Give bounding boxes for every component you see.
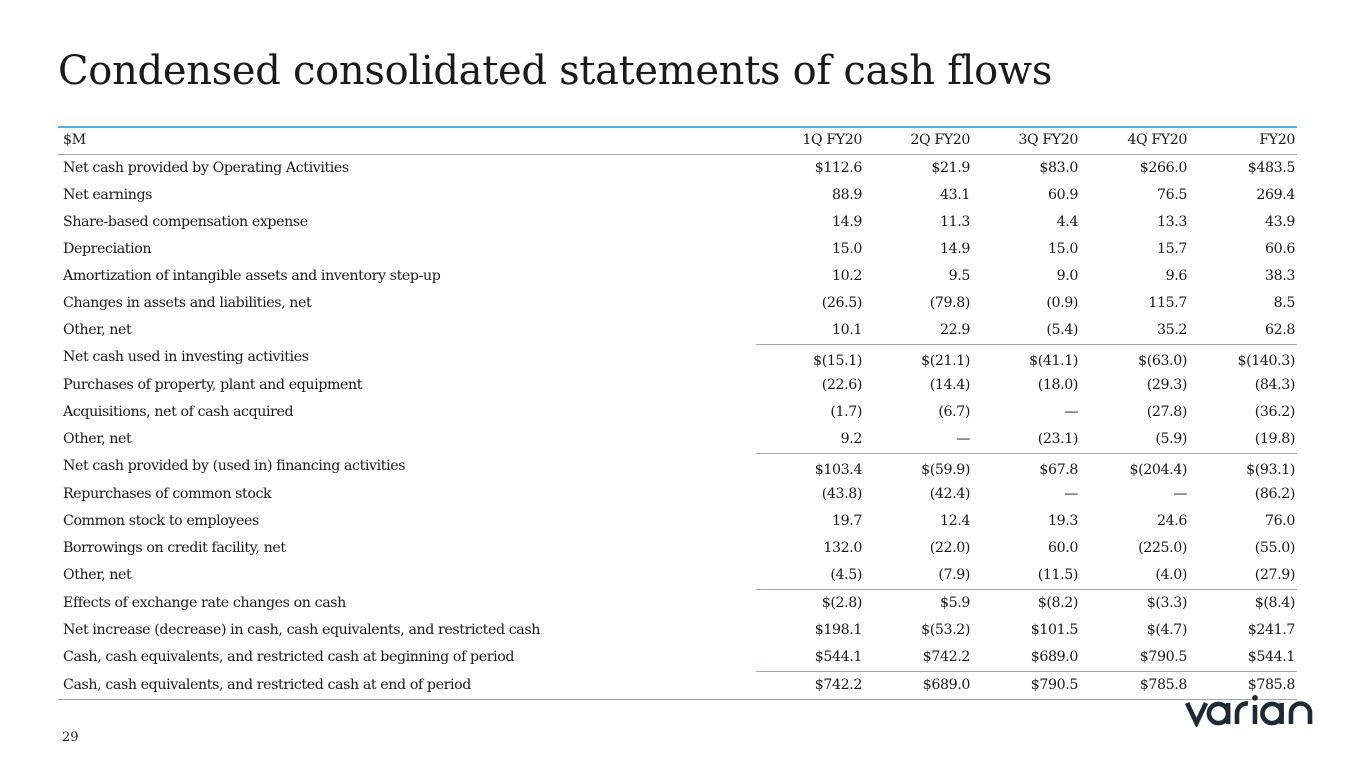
row-value: $(4.7) [1146,622,1187,638]
row-value: $5.9 [940,595,970,611]
row-value: $544.1 [756,644,864,672]
row-value: $67.8 [1039,462,1078,478]
row-value: $483.5 [1247,160,1295,176]
row-value: 19.7 [832,513,862,529]
table-row [58,426,1297,454]
column-header-4q: 4Q FY20 [1080,127,1189,155]
table-row [58,508,1297,535]
row-value: $689.0 [864,672,972,700]
row-value: (11.5) [972,562,1080,590]
row-value: (225.0) [1138,540,1187,556]
row-value: 43.1 [940,187,970,203]
row-value: $(15.1) [813,353,862,369]
row-value: — [1173,486,1187,502]
row-value: 19.3 [1048,513,1078,529]
table-row [58,263,1297,290]
row-label: Net cash provided by (used in) financing activities [63,457,406,474]
row-value: (4.5) [756,562,864,590]
row-label: Other, net [63,431,132,448]
row-value: $112.6 [814,160,862,176]
table-row [58,562,1297,590]
row-value: 8.5 [1273,295,1295,311]
row-value: $742.2 [864,644,972,672]
row-value: (0.9) [1046,295,1078,311]
row-value: (43.8) [821,486,862,502]
cash-flow-table [58,127,1297,700]
row-value: 10.1 [756,317,864,345]
row-label: Net earnings [63,187,153,203]
row-label: Other, net [63,322,132,339]
table-row [58,209,1297,236]
row-value: 9.0 [1056,268,1078,284]
row-value: $742.2 [756,672,864,700]
row-value: 14.9 [940,241,970,257]
row-value: (84.3) [1254,377,1295,393]
column-header-label: $M [58,127,756,155]
row-value: $(204.4) [1129,462,1187,478]
row-value: 132.0 [823,540,862,556]
row-value: $266.0 [1139,160,1187,176]
row-value: 11.3 [940,214,970,230]
row-value: (22.0) [929,540,970,556]
row-value: 15.7 [1157,241,1187,257]
row-value: 38.3 [1265,268,1295,284]
row-label: Repurchases of common stock [63,486,272,502]
table-row [58,454,1297,482]
row-value: $790.5 [1080,644,1189,672]
row-label: Changes in assets and liabilities, net [63,295,312,311]
row-value: $689.0 [972,644,1080,672]
row-value: 60.9 [1048,187,1078,203]
row-value: $790.5 [972,672,1080,700]
row-value: $21.9 [931,160,970,176]
row-value: $(59.9) [921,462,970,478]
row-value: 10.2 [832,268,862,284]
column-header-1q: 1Q FY20 [756,127,864,155]
row-label: Net cash used in investing activities [63,348,309,365]
table-row [58,399,1297,426]
row-value: $785.8 [1189,672,1297,700]
row-value: $(140.3) [1237,353,1295,369]
row-value: $103.4 [814,462,862,478]
row-value: (4.0) [1080,562,1189,590]
table-row [58,155,1297,183]
row-value: 9.6 [1165,268,1187,284]
row-value: 115.7 [1148,295,1187,311]
row-value: — [864,426,972,454]
row-label: Common stock to employees [63,513,259,529]
column-header-fy: FY20 [1189,127,1297,155]
varian-logo [1185,693,1317,727]
row-value: (42.4) [929,486,970,502]
table-row [58,317,1297,345]
table-row [58,290,1297,317]
row-value: 76.0 [1265,513,1295,529]
row-value: $(93.1) [1246,462,1295,478]
column-header-2q: 2Q FY20 [864,127,972,155]
row-value: $(63.0) [1138,353,1187,369]
table-row [58,372,1297,399]
row-value: $(2.8) [821,595,862,611]
row-value: $241.7 [1247,622,1295,638]
row-value: (6.7) [938,404,970,420]
row-value: (79.8) [929,295,970,311]
table-row [58,617,1297,644]
row-value: (27.9) [1189,562,1297,590]
row-value: 9.5 [948,268,970,284]
row-label: Cash, cash equivalents, and restricted cash at beginning of period [63,649,515,666]
row-value: $544.1 [1189,644,1297,672]
row-label: Net cash provided by Operating Activities [63,160,349,176]
row-value: 24.6 [1157,513,1187,529]
row-value: (86.2) [1254,486,1295,502]
column-header-3q: 3Q FY20 [972,127,1080,155]
row-value: — [1064,486,1078,502]
row-value: $(8.4) [1254,595,1295,611]
page-number: 29 [62,730,79,745]
row-value: $785.8 [1080,672,1189,700]
row-value: $(21.1) [921,353,970,369]
row-value: (29.3) [1146,377,1187,393]
row-value: (18.0) [1037,377,1078,393]
row-value: (5.9) [1080,426,1189,454]
table-row [58,590,1297,618]
table-header-row [58,127,1297,155]
table-row [58,535,1297,562]
row-label: Depreciation [63,241,152,257]
row-value: (19.8) [1189,426,1297,454]
row-label: Cash, cash equivalents, and restricted cash at end of period [58,672,756,700]
row-value: 13.3 [1157,214,1187,230]
row-label: Borrowings on credit facility, net [63,540,286,556]
row-value: (55.0) [1254,540,1295,556]
row-value: 62.8 [1189,317,1297,345]
row-value: 43.9 [1265,214,1295,230]
row-value: $(8.2) [1037,595,1078,611]
row-value: (5.4) [972,317,1080,345]
row-value: (7.9) [864,562,972,590]
row-value: 269.4 [1256,187,1295,203]
table-row [58,644,1297,672]
table-row [58,182,1297,209]
row-value: (23.1) [972,426,1080,454]
row-value: (36.2) [1254,404,1295,420]
row-label: Purchases of property, plant and equipment [63,377,363,393]
row-label: Effects of exchange rate changes on cash [63,594,346,611]
row-value: (22.6) [821,377,862,393]
row-label: Acquisitions, net of cash acquired [63,404,294,420]
row-value: $198.1 [814,622,862,638]
row-value: $(3.3) [1146,595,1187,611]
row-value: $101.5 [1030,622,1078,638]
row-value: (26.5) [821,295,862,311]
row-value: 9.2 [756,426,864,454]
table-row [58,672,1297,700]
row-value: 14.9 [832,214,862,230]
table-row [58,236,1297,263]
row-label: Other, net [63,567,132,584]
row-value: 22.9 [864,317,972,345]
table-row [58,481,1297,508]
row-value: 88.9 [832,187,862,203]
table-row [58,345,1297,373]
row-value: 4.4 [1056,214,1078,230]
row-value: 76.5 [1157,187,1187,203]
row-value: $(41.1) [1029,353,1078,369]
row-label: Share-based compensation expense [63,214,308,230]
row-value: $83.0 [1039,160,1078,176]
row-value: (14.4) [929,377,970,393]
row-value: 12.4 [940,513,970,529]
row-value: 60.0 [1048,540,1078,556]
row-value: 35.2 [1080,317,1189,345]
row-label: Net increase (decrease) in cash, cash equivalents, and restricted cash [63,622,540,638]
row-value: (27.8) [1146,404,1187,420]
row-value: (1.7) [830,404,862,420]
row-value: — [1064,404,1078,420]
row-value: 15.0 [832,241,862,257]
row-label: Amortization of intangible assets and inventory step-up [63,268,441,284]
row-value: 15.0 [1048,241,1078,257]
row-value: $(53.2) [921,622,970,638]
row-value: 60.6 [1265,241,1295,257]
page-title: Condensed consolidated statements of cash flows [58,48,1053,94]
